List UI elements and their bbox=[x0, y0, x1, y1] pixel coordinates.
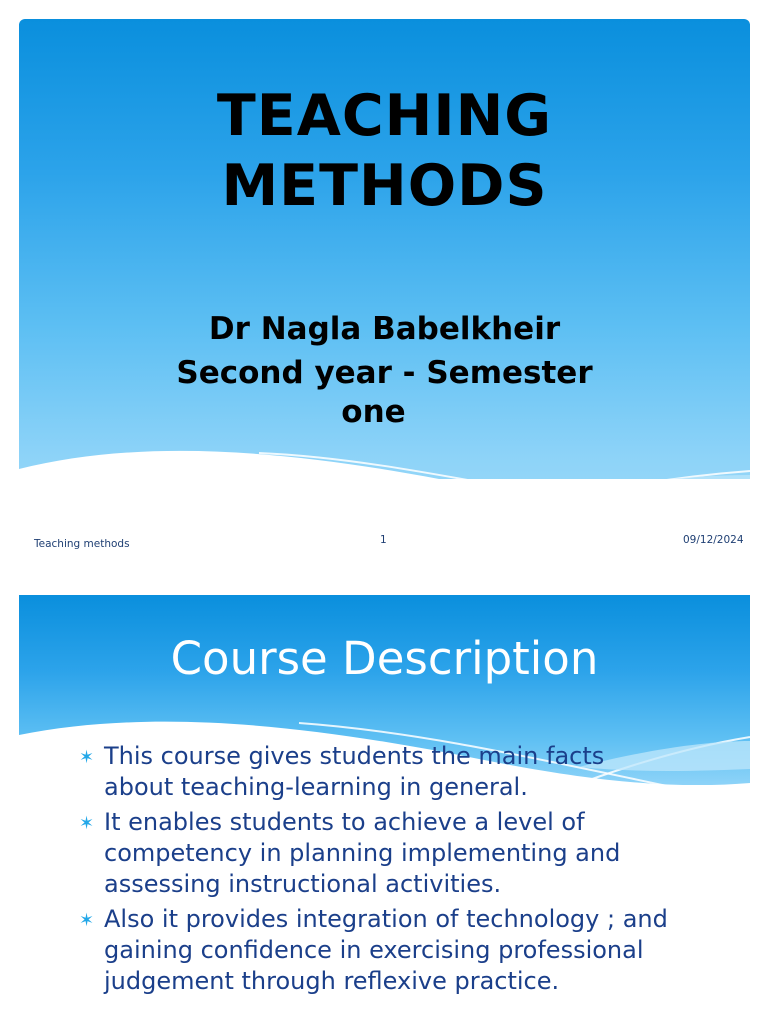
list-item bbox=[79, 904, 679, 997]
footer-page-number: 1 bbox=[380, 534, 387, 546]
footer-title: Teaching methods bbox=[34, 538, 130, 550]
subtitle-year: Second year - Semester bbox=[176, 355, 593, 391]
title-line-1: TEACHING bbox=[216, 83, 553, 149]
slide-title: Course Description bbox=[170, 632, 599, 685]
content-slide bbox=[19, 595, 750, 1035]
slide-title bbox=[19, 81, 750, 221]
subtitle-semester: one bbox=[341, 394, 406, 430]
star-bullet-icon: ✶ bbox=[79, 910, 95, 931]
bullet-text: It enables students to achieve a level of competency in planning implementing and assessing instructional activities. bbox=[104, 808, 621, 898]
list-item bbox=[79, 807, 679, 900]
slide-subtitle bbox=[19, 305, 750, 431]
title-line-2: METHODS bbox=[221, 153, 548, 219]
title-slide bbox=[19, 19, 750, 550]
list-item bbox=[79, 741, 679, 803]
star-bullet-icon: ✶ bbox=[79, 747, 95, 768]
star-bullet-icon: ✶ bbox=[79, 813, 95, 834]
footer-date: 09/12/2024 bbox=[683, 534, 744, 546]
slide-footer-area bbox=[19, 479, 750, 533]
bullet-list bbox=[79, 741, 679, 1001]
bullet-text: Also it provides integration of technology ; and gaining confidence in exercising professional judgement through reflexive practice. bbox=[104, 905, 668, 995]
subtitle-author: Dr Nagla Babelkheir bbox=[208, 311, 561, 347]
bullet-text: This course gives students the main facts about teaching-learning in general. bbox=[104, 742, 605, 801]
